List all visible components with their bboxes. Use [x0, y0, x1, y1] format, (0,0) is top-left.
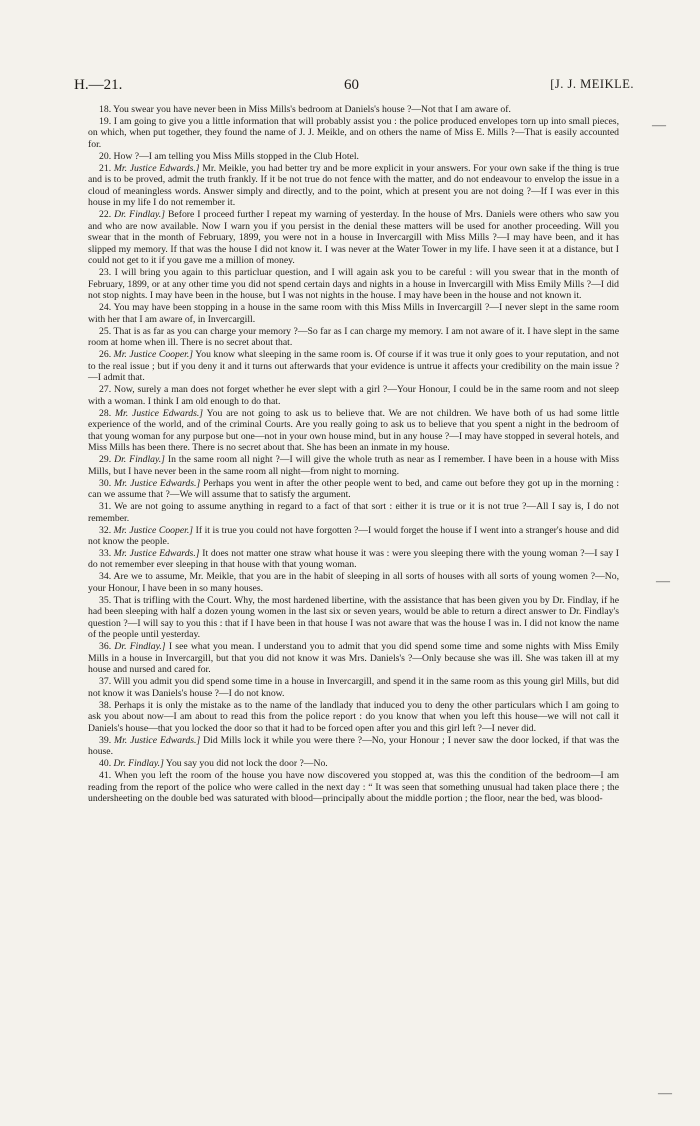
- testimony-paragraph: [88, 478, 619, 501]
- question-number: 22.: [99, 209, 112, 221]
- question-number: 29.: [99, 454, 112, 466]
- paragraph-text: Perhaps you went in after the other people went to bed, and came out before they got up in the morning : can we assume that ?—We will assume that to satisfy the argument.: [88, 477, 620, 501]
- document-reference: H.—21.: [74, 77, 123, 93]
- testimony-paragraph: [88, 641, 619, 676]
- testimony-paragraph: [88, 163, 619, 209]
- testimony-paragraph: [88, 326, 619, 349]
- speaker-label: Mr. Justice Edwards.]: [113, 162, 200, 174]
- speaker-label: Dr. Findlay.]: [114, 209, 165, 221]
- testimony-paragraph: [88, 454, 619, 477]
- testimony-paragraph: [88, 770, 619, 805]
- paragraph-text: Mr. Meikle, you had better try and be more explicit in your answers. For your own sake if the thing is true and is to be proved, admit the truth frankly. If it be not true do not fence with the matter, and do not endeavour to envelop the issue in a cloud of meaningless words. Answer simply and directly, and to the point, which at present you are not doing ?—If I was ever in this house in my life I do not remember it.: [88, 162, 620, 209]
- testimony-paragraph: [88, 151, 619, 163]
- testimony-paragraph: [88, 384, 619, 407]
- question-number: 39.: [99, 734, 112, 746]
- paragraph-text: 24. You may have been stopping in a house in the same room with this Miss Mills in Invercargill ?—I never slept in the same room with her that I am aware of, in Invercargill.: [88, 302, 619, 325]
- speaker-label: Mr. Justice Edwards.]: [114, 734, 201, 746]
- paragraph-text: 41. When you left the room of the house you have now discovered you stopped at, was this the condition of the bedroom—I am reading from the report of the police who were called in the next day : “ It was seen that something unusual had taken place there ; the undersheeting on the double bed was saturated with blood—principally about the middle portion ; the floor, near the bed, was blood-: [88, 770, 619, 805]
- paragraph-text: 23. I will bring you again to this particluar question, and I will again ask you to be careful : will you swear that in the month of February, 1899, or at any other time you did not spend certain days and nights in a house in Invercargill with Miss Emily Mills ?—I did not stop nights. I may have been in the house, but I was not nights in the house. I may have been in the house and not known it.: [88, 267, 619, 302]
- paragraph-text: If it is true you could not have forgotten ?—I would forget the house if I went into a stranger's house and did not know the people.: [88, 524, 620, 548]
- testimony-paragraph: [88, 116, 619, 151]
- speaker-label: Dr. Findlay.]: [113, 758, 164, 770]
- testimony-paragraph: [88, 349, 619, 384]
- paragraph-text: You say you did not lock the door ?—No.: [165, 758, 328, 770]
- witness-name: [J. J. MEIKLE.: [550, 77, 634, 91]
- paragraph-text: 35. That is trifling with the Court. Why, the most hardened libertine, with the assistance that has been given you by Dr. Findlay, if he had been sleeping with half a dozen young women in the last six or seven years, would be able to return a direct answer to Dr. Findlay's question ?—I will say to you this : that if I have been in that house I was not aware that was the house I was in. I did not know the name of the people until yesterday.: [88, 594, 619, 641]
- testimony-paragraph: [88, 676, 619, 699]
- margin-mark: —: [652, 118, 666, 133]
- question-number: 28.: [99, 407, 112, 419]
- page-header: [74, 77, 634, 97]
- question-number: 26.: [99, 349, 112, 361]
- paragraph-text: Before I proceed further I repeat my warning of yesterday. In the house of Mrs. Daniels were others who saw you and who are now available. Now I warn you if you persist in the denial these matters will be used for another proceeding. Will you swear that in the month of February, 1899, you were not in a house in Invercargill with Miss Mills ?—I may have been, and it has slipped my memory. If that was the house I did not know it. I was never at the Water Tower in my life. I have seen it at a distance, but I could not get to it if you gave me a million of money.: [88, 209, 620, 267]
- question-number: 30.: [99, 477, 112, 489]
- paragraph-text: You know what sleeping in the same room is. Of course if it was true it only goes to your reputation, and not to the real issue ; but if you deny it and it turns out afterwards that your evidence is untrue it affects your credibility on the main issue ?—I admit that.: [88, 349, 620, 384]
- speaker-label: Mr. Justice Edwards.]: [113, 547, 200, 559]
- paragraph-text: 34. Are we to assume, Mr. Meikle, that you are in the habit of sleeping in all sorts of houses with all sorts of young women ?—No, your Honour, I have been in so many houses.: [88, 571, 619, 594]
- paragraph-text: 38. Perhaps it is only the mistake as to the name of the landlady that induced you to deny the other particulars which I am going to ask you about now—I am about to read this from the police report : do you know that when you left this house—we will not call it Daniels's house—that you locked the door so that it had to be forced open after you and this girl left ?—I never did.: [88, 699, 619, 734]
- paragraph-text: You are not going to ask us to believe that. We are not children. We have both of us had some little experience of the world, and of the criminal Courts. Are you really going to ask us to believe that you spent a night in the bedroom of that young woman for any purpose but one—not in your own house mind, but in any house ?—I may have stopped in several hotels, and Miss Mills has been there. There is no secret about that. She has been an inmate in my house.: [88, 407, 620, 454]
- page-number: 60: [344, 77, 359, 93]
- paragraph-text: 20. How ?—I am telling you Miss Mills stopped in the Club Hotel.: [99, 150, 359, 162]
- question-number: 32.: [99, 524, 112, 536]
- paragraph-text: 27. Now, surely a man does not forget whether he ever slept with a girl ?—Your Honour, I could be in the same room and not sleep with a woman. I think I am old enough to do that.: [88, 384, 619, 407]
- paragraph-text: 19. I am going to give you a little information that will probably assist you : the police produced envelopes torn up into small pieces, on which, when put together, they found the name of J. J. Meikle, and on others the name of Miss E. Mills ?—That is easily accounted for.: [88, 115, 619, 150]
- testimony-paragraph: [88, 595, 619, 641]
- margin-mark: —: [656, 574, 670, 589]
- speaker-label: Mr. Justice Edwards.]: [114, 477, 201, 489]
- paragraph-text: 25. That is as far as you can charge your memory ?—So far as I can charge my memory. I am not aware of it. I have slept in the same room at home when ill. There is no secret about that.: [88, 325, 619, 349]
- paragraph-text: Did Mills lock it while you were there ?—No, your Honour ; I never saw the door locked, if that was the house.: [88, 734, 619, 758]
- speaker-label: Mr. Justice Cooper.]: [113, 349, 194, 361]
- testimony-paragraph: [88, 104, 619, 116]
- testimony-paragraph: [88, 302, 619, 325]
- paragraph-text: 37. Will you admit you did spend some time in a house in Invercargill, and spend it in the same room as this young girl Mills, but did not know it was Daniels's house ?—I do not know.: [88, 676, 619, 699]
- testimony-paragraph: [88, 548, 619, 571]
- testimony-paragraph: [88, 408, 619, 454]
- testimony-paragraph: [88, 571, 619, 594]
- question-number: 33.: [99, 547, 112, 559]
- testimony-paragraph: [88, 700, 619, 735]
- question-number: 36.: [99, 641, 112, 653]
- paragraph-text: 18. You swear you have never been in Miss Mills's bedroom at Daniels's house ?—Not that I am aware of.: [99, 104, 511, 115]
- question-number: 21.: [99, 162, 112, 174]
- speaker-label: Mr. Justice Cooper.]: [113, 524, 194, 536]
- testimony-paragraph: [88, 501, 619, 524]
- speaker-label: Dr. Findlay.]: [114, 454, 165, 466]
- margin-mark: —: [658, 1086, 672, 1101]
- paragraph-text: In the same room all night ?—I will give the whole truth as near as I remember. I have been in a house with Miss Mills, but I have never been in the same room all night—from night to morning.: [88, 454, 620, 477]
- paragraph-text: It does not matter one straw what house it was : were you sleeping there with the young woman ?—I say I do not remember ever sleeping in that house with that young woman.: [88, 547, 619, 571]
- speaker-label: Dr. Findlay.]: [114, 641, 166, 653]
- question-number: 40.: [99, 758, 112, 770]
- testimony-paragraph: [88, 209, 619, 267]
- testimony-body: [88, 104, 619, 805]
- paragraph-text: I see what you mean. I understand you to admit that you did spend some time and some nights with Miss Emily Mills in a house in Invercargill, but that you did not know it was Mrs. Daniels's ?—Only because she was ill. She was taken ill at my house and nursed and cared for.: [88, 641, 620, 676]
- paragraph-text: 31. We are not going to assume anything in regard to a fact of that sort : either it is true or it is not true ?—All I say is, I do not remember.: [88, 501, 619, 524]
- testimony-paragraph: [88, 267, 619, 302]
- speaker-label: Mr. Justice Edwards.]: [114, 407, 204, 419]
- testimony-paragraph: [88, 758, 619, 770]
- testimony-paragraph: [88, 735, 619, 758]
- testimony-paragraph: [88, 525, 619, 548]
